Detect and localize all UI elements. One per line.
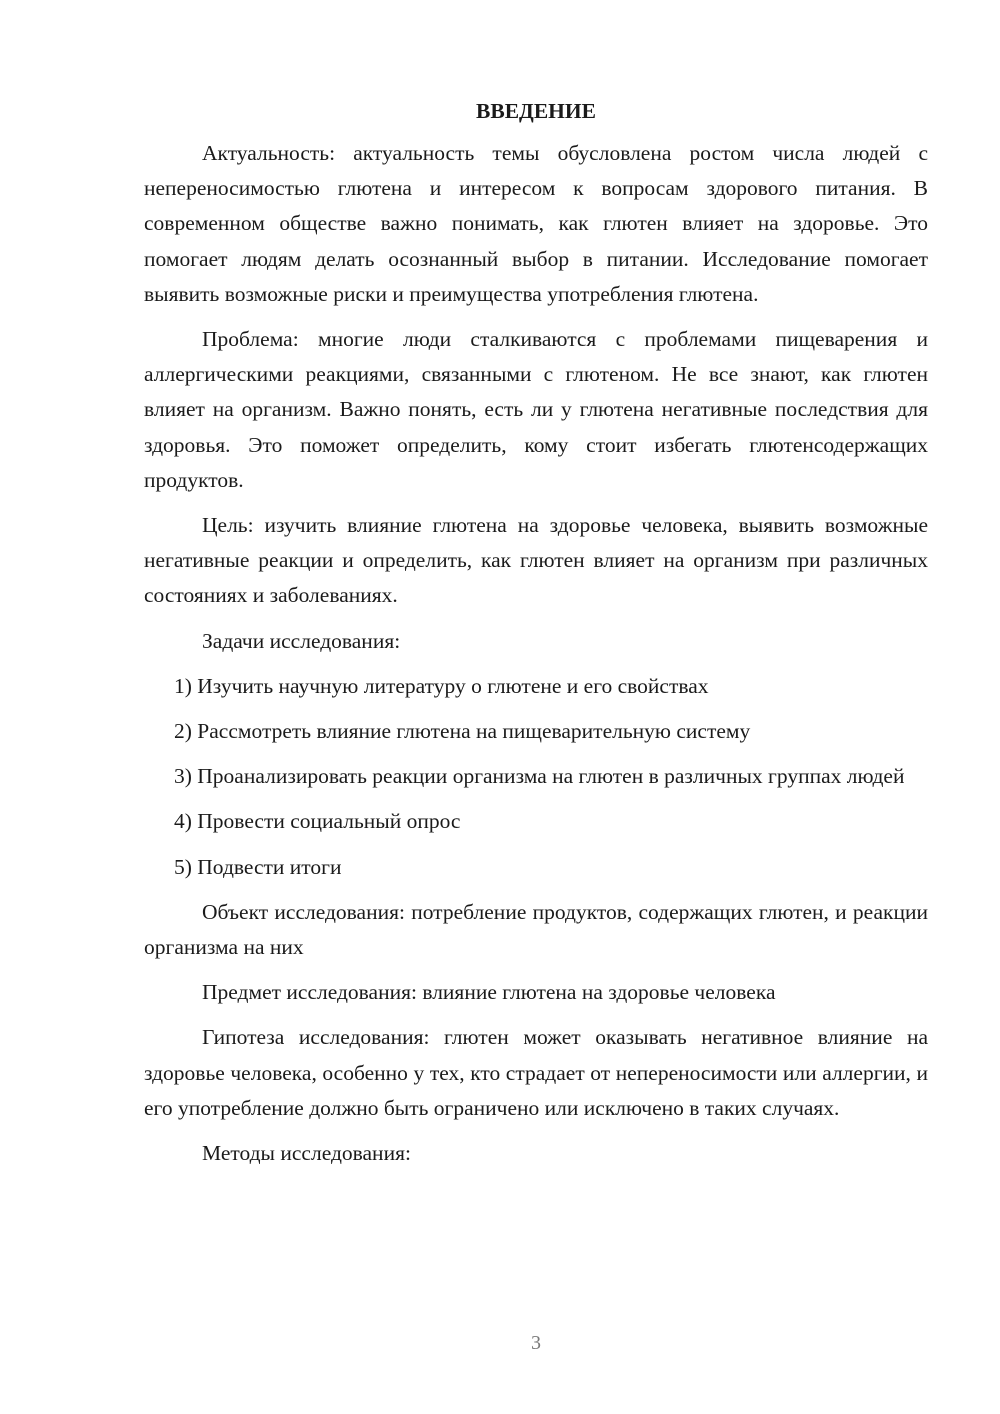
object-paragraph: Объект исследования: потребление продуктов, содержащих глютен, и реакции организма на них (144, 899, 928, 960)
section-title: ВВЕДЕНИЕ (476, 99, 596, 123)
tasks-heading: Задачи исследования: (202, 628, 401, 653)
subject-paragraph: Предмет исследования: влияние глютена на здоровье человека (202, 980, 776, 1005)
task-item-5: 5) Подвести итоги (174, 854, 342, 879)
page-number: 3 (531, 1332, 541, 1354)
document-page (144, 96, 928, 1181)
methods-heading: Методы исследования: (202, 1141, 411, 1166)
problem-paragraph: Проблема: многие люди сталкиваются с проблемами пищеварения и аллергическими реакциями, связанными с глютеном. Не все знают, как глютен влияет на организм. Важно понять, есть ли у глютена негативные последствия для здоровья. Это поможет определить, кому стоит избегать глютенсодержащих продуктов. (144, 327, 928, 492)
task-item-2: 2) Рассмотреть влияние глютена на пищеварительную систему (174, 719, 751, 744)
task-item-4: 4) Провести социальный опрос (174, 809, 461, 834)
hypothesis-paragraph: Гипотеза исследования: глютен может оказывать негативное влияние на здоровье человека, особенно у тех, кто страдает от непереносимости или аллергии, и его употребление должно быть ограничено или исключено в таких случаях. (144, 1025, 928, 1120)
task-item-1: 1) Изучить научную литературу о глютене и его свойствах (174, 673, 709, 698)
goal-paragraph: Цель: изучить влияние глютена на здоровье человека, выявить возможные негативные реакции и определить, как глютен влияет на организм при различных состояниях и заболеваниях. (144, 513, 928, 608)
relevance-paragraph: Актуальность: актуальность темы обусловлена ростом числа людей с непереносимостью глютена и интересом к вопросам здорового питания. В современном обществе важно понимать, как глютен влияет на здоровье. Это помогает людям делать осознанный выбор в питании. Исследование помогает выявить возможные риски и преимущества употребления глютена. (144, 141, 928, 306)
task-item-3: 3) Проанализировать реакции организма на глютен в различных группах людей (174, 764, 905, 789)
